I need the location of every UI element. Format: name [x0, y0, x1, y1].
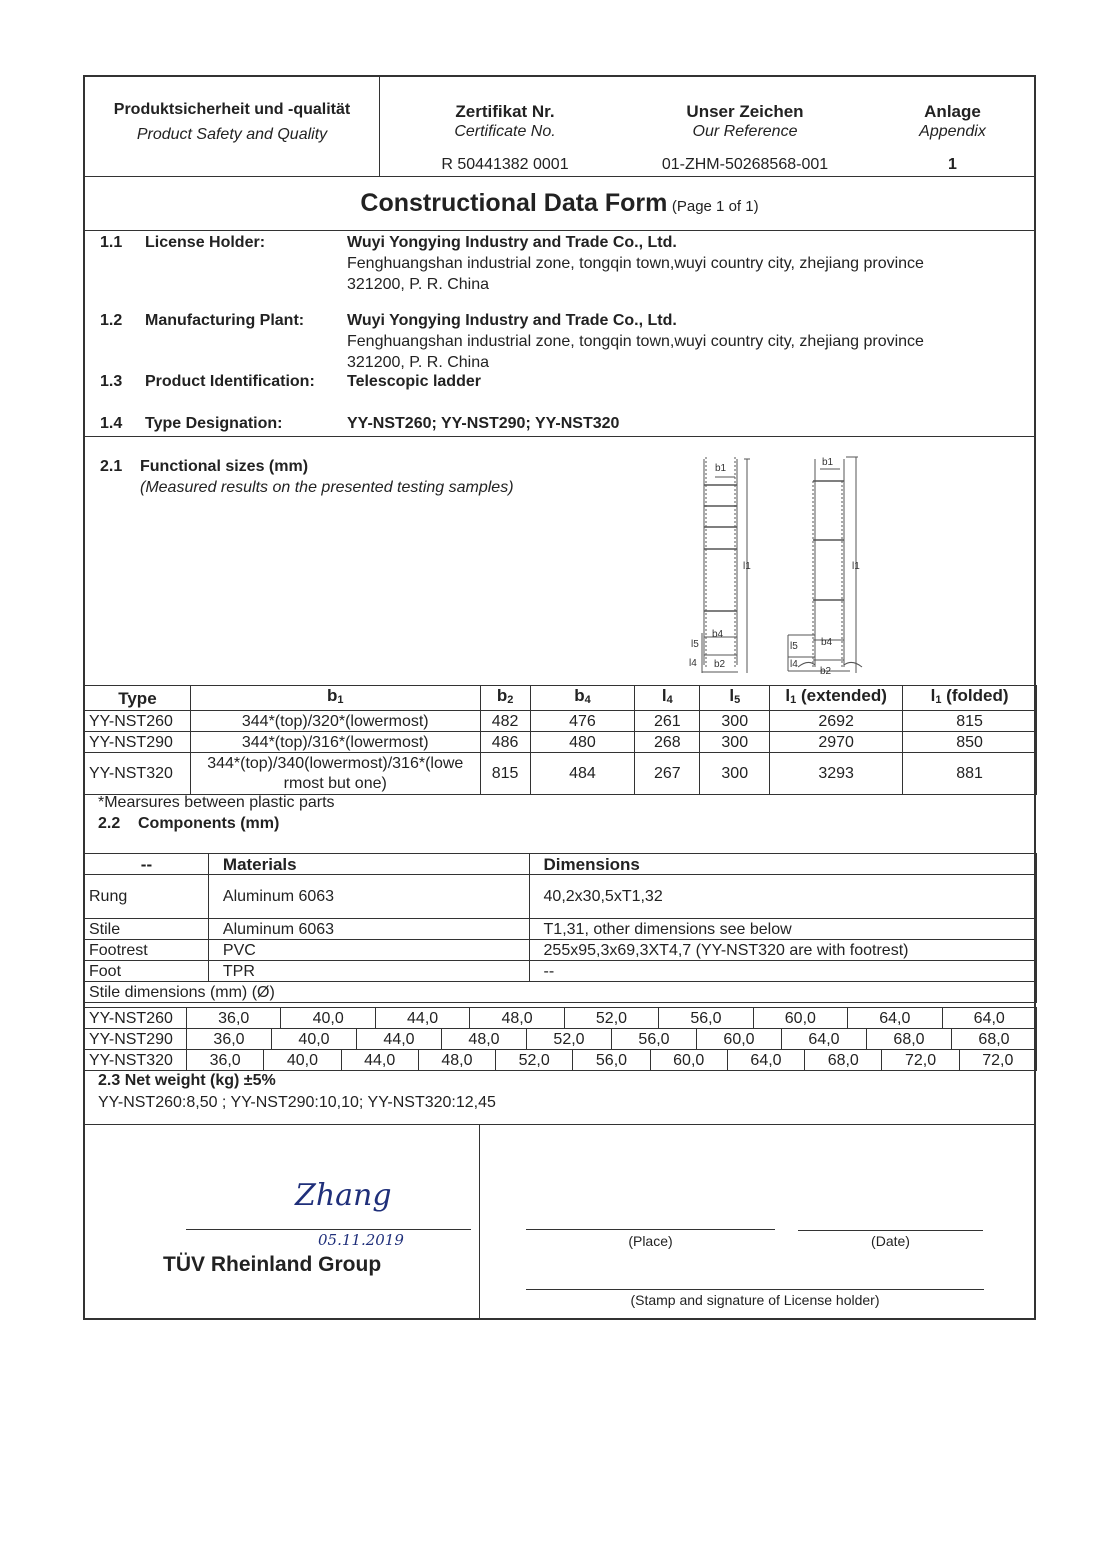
- cell-value: 56,0: [573, 1050, 650, 1071]
- header-sub: 4: [666, 694, 673, 706]
- divider: [479, 1124, 480, 1319]
- label-b4: b4: [712, 629, 724, 640]
- cell-l1-folded: 881: [903, 753, 1037, 795]
- stamp-label: (Stamp and signature of License holder): [630, 1292, 880, 1308]
- cell-value: 56,0: [612, 1029, 697, 1050]
- cell-dimension: --: [529, 961, 1036, 982]
- label-b4: b4: [821, 637, 833, 648]
- cell-value: 68,0: [805, 1050, 882, 1071]
- header-main: l: [729, 686, 735, 705]
- cell-dimension: 255x95,3x69,3XT4,7 (YY-NST320 are with footrest): [529, 940, 1036, 961]
- cell-b1: 344*(top)/316*(lowermost): [190, 732, 480, 753]
- cell-value: 44,0: [341, 1050, 418, 1071]
- col-materials: Materials: [208, 854, 529, 875]
- cell-b4: 476: [530, 711, 635, 732]
- place-line: [526, 1229, 775, 1230]
- cell-dimension: 40,2x30,5xT1,32: [529, 875, 1036, 919]
- table-header-row: [85, 686, 1037, 711]
- field-label: Manufacturing Plant:: [145, 312, 305, 329]
- cell-value: 64,0: [848, 1008, 942, 1029]
- section-title: Components (mm): [138, 815, 280, 832]
- ref-label-de: Unser Zeichen: [686, 102, 804, 121]
- field-label: Product Identification:: [145, 373, 315, 390]
- cell-value: 44,0: [375, 1008, 469, 1029]
- col-b2: [480, 686, 530, 711]
- col-part: --: [85, 854, 209, 875]
- table-row: [85, 982, 1037, 1003]
- appendix-label-en: Appendix: [919, 123, 986, 140]
- header-main: l: [930, 686, 936, 705]
- ref-value: 01-ZHM-50268568-001: [661, 156, 829, 173]
- components-table: [84, 853, 1037, 1003]
- address-line: 321200, P. R. China: [347, 354, 490, 371]
- table-row: [85, 1008, 1037, 1029]
- place-label: (Place): [628, 1233, 673, 1249]
- dept-de: Produktsicherheit und -qualität: [113, 101, 351, 118]
- cell-value: 68,0: [952, 1029, 1037, 1050]
- cell-l5: 300: [700, 732, 770, 753]
- cell-value: 36,0: [187, 1050, 264, 1071]
- cell-material: PVC: [208, 940, 529, 961]
- field-label: License Holder:: [145, 234, 266, 251]
- header-suffix: (folded): [941, 686, 1009, 705]
- table-row: [85, 753, 1037, 795]
- cell-l4: 261: [635, 711, 700, 732]
- product-identification: Telescopic ladder: [347, 373, 481, 390]
- cell-b2: 815: [480, 753, 530, 795]
- header-main: l: [661, 686, 667, 705]
- cell-value: 64,0: [727, 1050, 804, 1071]
- table-row: [85, 1050, 1037, 1071]
- header-sub: 1: [790, 694, 797, 706]
- license-holder-value: [347, 232, 1027, 295]
- header-sub: 1: [935, 694, 942, 706]
- label-l1: l1: [743, 561, 751, 572]
- divider: [84, 436, 1035, 437]
- cell-value: 52,0: [496, 1050, 573, 1071]
- table-row: [85, 940, 1037, 961]
- cell-b1: 344*(top)/340(lowermost)/316*(lowe rmost but one): [190, 753, 480, 795]
- address-line: Fenghuangshan industrial zone, tongqin town,wuyi country city, zhejiang province: [347, 333, 924, 350]
- cell-l1-folded: 815: [903, 711, 1037, 732]
- cell-value: 68,0: [867, 1029, 952, 1050]
- cell-b4: 480: [530, 732, 635, 753]
- cell-l5: 300: [700, 711, 770, 732]
- divider: [84, 230, 1035, 231]
- cell-part: Footrest: [85, 940, 209, 961]
- company-name: Wuyi Yongying Industry and Trade Co., Ltd.: [347, 234, 677, 251]
- col-dimensions: Dimensions: [529, 854, 1036, 875]
- table-row: [85, 732, 1037, 753]
- item-number: 1.2: [100, 312, 123, 329]
- signature-date: 05.11.2019: [318, 1231, 404, 1249]
- cell-value: 52,0: [564, 1008, 658, 1029]
- cell-part: Foot: [85, 961, 209, 982]
- ref-label-en: Our Reference: [692, 123, 798, 140]
- col-b1: [190, 686, 480, 711]
- cell-value: 60,0: [650, 1050, 727, 1071]
- divider: [84, 176, 1035, 177]
- cell-b2: 486: [480, 732, 530, 753]
- address-line: 321200, P. R. China: [347, 276, 490, 293]
- table-row: [85, 711, 1037, 732]
- stile-table-nst290: [84, 1028, 1037, 1050]
- functional-sizes-table: [84, 685, 1037, 795]
- address-line: Fenghuangshan industrial zone, tongqin town,wuyi country city, zhejiang province: [347, 255, 924, 272]
- cell-value: 64,0: [942, 1008, 1037, 1029]
- item-number: 1.4: [100, 415, 123, 432]
- cell-value: 48,0: [442, 1029, 527, 1050]
- item-number: 1.3: [100, 373, 123, 390]
- net-weight-value: YY-NST260:8,50 ; YY-NST290:10,10; YY-NST320:12,45: [98, 1094, 496, 1111]
- appendix-value: 1: [948, 156, 957, 173]
- dept-en: Product Safety and Quality: [136, 126, 328, 143]
- section-title: Functional sizes (mm): [140, 458, 309, 475]
- cell-material: TPR: [208, 961, 529, 982]
- cell-value: 44,0: [357, 1029, 442, 1050]
- label-b1: b1: [715, 463, 727, 474]
- cell-type: YY-NST290: [85, 1029, 187, 1050]
- table-row: [85, 961, 1037, 982]
- cell-material: Aluminum 6063: [208, 875, 529, 919]
- title-page: (Page 1 of 1): [671, 198, 759, 215]
- cell-type: YY-NST290: [85, 732, 191, 753]
- header-main: b: [496, 686, 508, 705]
- net-weight-title: 2.3 Net weight (kg) ±5%: [98, 1072, 276, 1089]
- divider: [379, 77, 380, 177]
- header-sub: 5: [734, 694, 741, 706]
- company-name: Wuyi Yongying Industry and Trade Co., Ltd.: [347, 312, 677, 329]
- label-l5: l5: [790, 641, 798, 652]
- cell-b2: 482: [480, 711, 530, 732]
- title-main: Constructional Data Form: [360, 189, 668, 217]
- page-title: [84, 189, 1035, 218]
- item-number: 2.1: [100, 458, 123, 475]
- label-b2: b2: [820, 666, 832, 677]
- cell-l1-extended: 2970: [770, 732, 903, 753]
- header-sub: 1: [337, 694, 344, 706]
- field-label: Type Designation:: [145, 415, 283, 432]
- cell-l1-extended: 2692: [770, 711, 903, 732]
- col-l1-extended: [770, 686, 903, 711]
- cell-part: Stile: [85, 919, 209, 940]
- cell-b1: 344*(top)/320*(lowermost): [190, 711, 480, 732]
- divider: [84, 1124, 1035, 1125]
- cell-l1-folded: 850: [903, 732, 1037, 753]
- header-suffix: (extended): [796, 686, 887, 705]
- cell-value: 36,0: [187, 1029, 272, 1050]
- col-b4: [530, 686, 635, 711]
- cell-value: 60,0: [697, 1029, 782, 1050]
- header-main: l: [785, 686, 791, 705]
- header-main: b: [327, 686, 338, 705]
- plant-value: [347, 310, 1027, 373]
- organization-name: TÜV Rheinland Group: [163, 1253, 382, 1276]
- label-b2: b2: [714, 659, 726, 670]
- header-sub: 4: [584, 694, 591, 706]
- cell-b4: 484: [530, 753, 635, 795]
- item-number: 1.1: [100, 234, 123, 251]
- appendix-label-de: Anlage: [924, 102, 981, 121]
- stile-table-nst260: [84, 1007, 1037, 1029]
- type-designation: YY-NST260; YY-NST290; YY-NST320: [347, 415, 620, 432]
- cell-value: 40,0: [272, 1029, 357, 1050]
- label-l1: l1: [852, 561, 860, 572]
- cell-value: 40,0: [281, 1008, 375, 1029]
- label-l4: l4: [790, 659, 798, 670]
- cell-part: Rung: [85, 875, 209, 919]
- cert-label-de: Zertifikat Nr.: [455, 102, 555, 121]
- item-number: 2.2: [98, 815, 121, 832]
- header-sub: 2: [507, 694, 514, 706]
- cell-value: 60,0: [753, 1008, 847, 1029]
- col-l4: [635, 686, 700, 711]
- ladder-diagram: [680, 445, 880, 677]
- cell-dimension: T1,31, other dimensions see below: [529, 919, 1036, 940]
- cell-value: 40,0: [264, 1050, 341, 1071]
- label-b1: b1: [822, 457, 834, 468]
- stile-table-nst320: [84, 1049, 1037, 1071]
- date-label: (Date): [871, 1233, 910, 1249]
- cell-l1-extended: 3293: [770, 753, 903, 795]
- cell-value: 64,0: [782, 1029, 867, 1050]
- table-row: [85, 919, 1037, 940]
- cell-material: Aluminum 6063: [208, 919, 529, 940]
- cell-type: YY-NST260: [85, 711, 191, 732]
- col-l1-folded: [903, 686, 1037, 711]
- col-l5: [700, 686, 770, 711]
- table-row: [85, 875, 1037, 919]
- cell-l4: 267: [635, 753, 700, 795]
- signature-line: [186, 1229, 471, 1230]
- date-line: [798, 1230, 983, 1231]
- cell-value: 56,0: [659, 1008, 753, 1029]
- footnote: *Mearsures between plastic parts: [98, 794, 335, 811]
- cell-value: 52,0: [527, 1029, 612, 1050]
- cell-type: YY-NST320: [85, 753, 191, 795]
- cell-type: YY-NST320: [85, 1050, 187, 1071]
- stile-dimensions-label: Stile dimensions (mm) (Ø): [85, 982, 1037, 1003]
- cell-value: 36,0: [187, 1008, 281, 1029]
- label-l4: l4: [689, 658, 697, 669]
- col-type: Type: [85, 686, 191, 711]
- cert-value: R 50441382 0001: [441, 156, 569, 173]
- cert-label-en: Certificate No.: [454, 123, 556, 140]
- cell-l4: 268: [635, 732, 700, 753]
- table-header-row: [85, 854, 1037, 875]
- section-subtitle: (Measured results on the presented testing samples): [140, 479, 514, 496]
- stamp-line: [526, 1289, 984, 1290]
- signature: Zhang: [295, 1178, 392, 1213]
- cell-value: 48,0: [418, 1050, 495, 1071]
- label-l5: l5: [691, 639, 699, 650]
- cell-value: 72,0: [882, 1050, 959, 1071]
- cell-value: 48,0: [470, 1008, 564, 1029]
- cell-type: YY-NST260: [85, 1008, 187, 1029]
- cell-l5: 300: [700, 753, 770, 795]
- table-row: [85, 1029, 1037, 1050]
- header-main: b: [574, 686, 585, 705]
- cell-value: 72,0: [959, 1050, 1036, 1071]
